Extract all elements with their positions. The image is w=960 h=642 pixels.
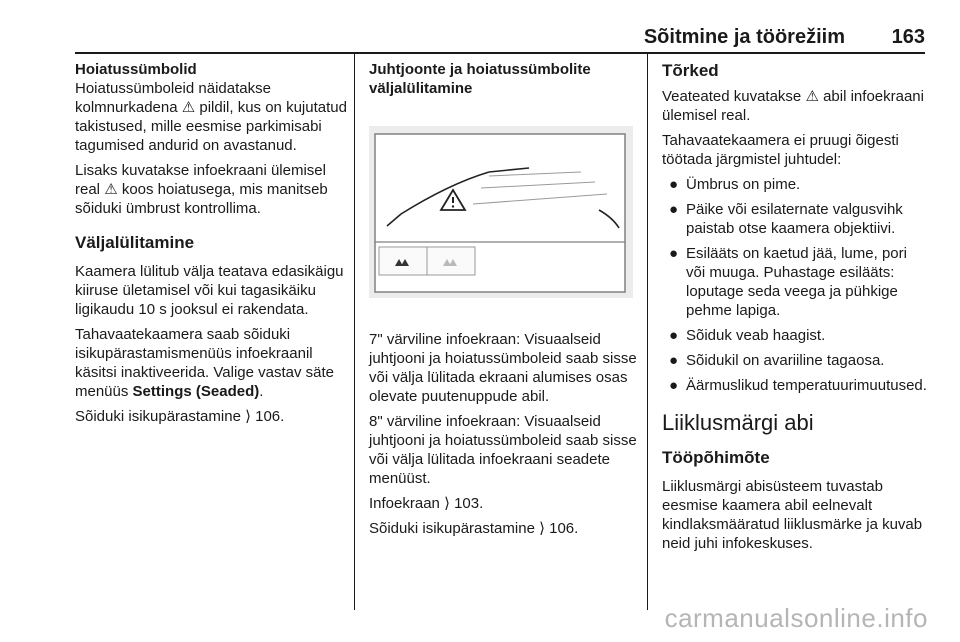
heading-faults: Tõrked — [662, 61, 719, 80]
reference-arrow-icon: ⟩ — [444, 495, 450, 512]
column-divider-2 — [647, 54, 648, 610]
paragraph: Hoiatussümboleid näidatakse kolmnurkadena ⚠ pildil, kus on kujutatud takistused, mille eesmise parkimisabi tagumised andurid on avastanud. — [75, 80, 347, 154]
cross-reference: Sõiduki isikupärastamine ⟩ 106. — [75, 408, 285, 425]
list-item: ● Päike või esilaternate valgusvihk paistab otse kaamera objektiivi. — [669, 201, 903, 237]
warning-triangle-icon: ⚠ — [805, 88, 819, 105]
bullet-icon: ● — [669, 176, 679, 193]
heading-guidelines-off: Juhtjoonte ja hoiatussümbolite väljalülitamine — [369, 61, 591, 97]
camera-display-illustration — [369, 102, 633, 322]
bullet-icon: ● — [669, 352, 679, 369]
guidelines-toggle-button[interactable] — [379, 247, 427, 275]
display-figure-svg — [369, 102, 633, 322]
column-divider-1 — [354, 54, 355, 610]
paragraph: 7" värviline infoekraan: Visuaalseid juhtjooni ja hoiatussümboleid saab sisse või välja lülitada ekraani alumises osas olevate puutenuppude abil. — [369, 331, 637, 405]
page-number: 163 — [891, 26, 925, 48]
list-item: ● Esilääts on kaetud jää, lume, pori või muuga. Puhastage esilääts: loputage seda veega ja pühkige pehme lapiga. — [669, 245, 907, 319]
bullet-icon: ● — [669, 201, 679, 218]
warning-triangle-icon: ⚠ — [181, 99, 196, 116]
list-item: ● Ümbrus on pime. — [669, 176, 801, 193]
bullet-icon: ● — [669, 245, 679, 262]
fault-conditions-list — [662, 175, 930, 395]
reference-arrow-icon: ⟩ — [539, 520, 545, 537]
heading-traffic-sign-assist: Liiklusmärgi abi — [662, 410, 814, 435]
paragraph: Tahavaatekaamera saab sõiduki isikupärastamismenüüs infoekraanil käsitsi inaktiveerida. Valige vastav säte menüüs Settings (Seaded). — [75, 326, 335, 400]
paragraph: 8" värviline infoekraan: Visuaalseid juhtjooni ja hoiatussümboleid saab sisse või välja lülitada infoekraani seadete menüüst. — [369, 413, 637, 487]
cross-reference: Infoekraan ⟩ 103. — [369, 495, 484, 512]
list-item: ● Sõidukil on avariiline tagaosa. — [669, 352, 885, 369]
paragraph: Kaamera lülitub välja teatava edasikäigu kiiruse ületamisel või kui tagasikäiku ligikaudu 10 s jooksul ei rakendata. — [75, 263, 344, 318]
column-2 — [369, 60, 637, 544]
paragraph: Lisaks kuvatakse infoekraani ülemisel real ⚠ koos hoiatusega, mis manitseb sõiduki ümbrust kontrollima. — [75, 162, 328, 217]
reference-arrow-icon: ⟩ — [245, 408, 251, 425]
bullet-icon: ● — [669, 377, 679, 394]
menu-setting-name: Settings (Seaded) — [132, 383, 260, 400]
chapter-title: Sõitmine ja töörežiim — [643, 26, 845, 48]
heading-deactivation: Väljalülitamine — [75, 233, 195, 252]
watermark: carmanualsonline.info — [664, 603, 928, 633]
paragraph: Liiklusmärgi abisüsteem tuvastab eesmise kaamera abil eelnevalt kindlaksmääratud liiklusmärke ja kuvab neid juhi infokeskuses. — [662, 478, 923, 552]
list-item: ● Äärmuslikud temperatuurimuutused. — [669, 377, 927, 394]
warning-triangle-icon: ⚠ — [104, 181, 118, 198]
paragraph: Tahavaatekaamera ei pruugi õigesti töötada järgmistel juhtudel: — [662, 132, 899, 168]
figure-caption-area — [369, 330, 637, 538]
warning-symbols-toggle-button[interactable] — [427, 247, 475, 275]
cross-reference: Sõiduki isikupärastamine ⟩ 106. — [369, 520, 579, 537]
heading-warning-symbols: Hoiatussümbolid — [75, 61, 197, 78]
page-header — [75, 26, 925, 49]
bullet-icon: ● — [669, 327, 679, 344]
paragraph: Veateated kuvatakse ⚠ abil infoekraani ülemisel real. — [662, 88, 924, 124]
column-3 — [662, 60, 930, 559]
column-1 — [75, 60, 347, 432]
header-rule — [75, 52, 925, 54]
list-item: ● Sõiduk veab haagist. — [669, 327, 826, 344]
heading-operating-principle: Tööpõhimõte — [662, 448, 770, 467]
